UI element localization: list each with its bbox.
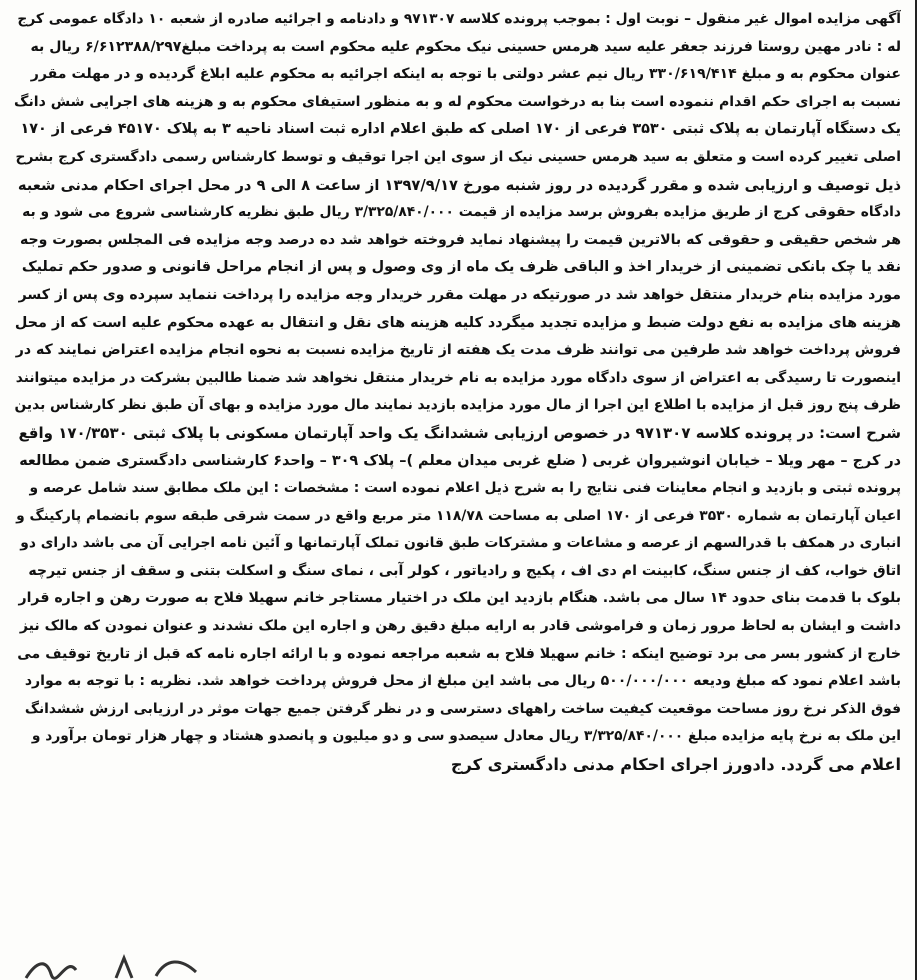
notice-line: دادگاه حقوقی کرج از طریق مزایده بفروش برسد مزایده از قیمت ۳/۳۲۵/۸۴۰/۰۰۰ ریال طبق نظریه کارشناسی شروع می شود و به [22,204,901,221]
notice-line: داشت و ایشان به لحاظ مرور زمان و فراموشی قادر به ارایه مبلغ دقیق رهن و اجاره این ملک نشدند و عنوان نمودن که مالک نیز [19,618,901,635]
notice-line: نقد یا چک بانکی تضمینی از خریدار اخذ و الباقی ظرف یک ماه از وی وصول و پس از انجام مراحل قانونی و صدور حکم تملیک [21,259,901,276]
notice-line: ظرف پنج روز قبل از مزایده با اطلاع این اجرا از مال مورد مزایده بازدید نمایند مال مورد مزایده و بهای آن طبق نظر کارشناس بدین [14,397,901,414]
auction-notice-text [14,6,901,779]
handwritten-signature [6,952,216,980]
notice-line: هر شخص حقیقی و حقوقی که بالاترین قیمت را پیشنهاد نماید فروخته خواهد شد ده درصد وجه مزایده فی المجلس بصورت وجه [19,231,901,248]
notice-line: در کرج – مهر ویلا – خیابان انوشیروان غربی ( ضلع غربی میدان معلم )– پلاک ۳۰۹ – واحد۶ کارشناسی دادگستری ضمن مطالعه [19,452,901,469]
notice-line: له : نادر مهین روستا فرزند جعفر علیه سید هرمس حسینی نیک محکوم علیه محکوم است به پرداخت مبلغ۶/۶۱۲۳۸۸/۲۹۷ ریال به [30,38,901,55]
notice-line: اعلام می گردد. دادورز اجرای احکام مدنی دادگستری کرج [450,755,901,775]
notice-line: پرونده ثبتی و بازدید و انجام معاینات فنی نتایج را به شرح ذیل اعلام نموده است : مشخصات : این ملک مطابق سند شامل عرصه و [29,480,901,497]
notice-line: ذیل توصیف و ارزیابی شده و مقرر گردیده در روز شنبه مورخ ۱۳۹۷/۹/۱۷ از ساعت ۸ الی ۹ در محل اجرای احکام مدنی شعبه [17,176,901,194]
notice-line: خارج از کشور بسر می برد توضیح اینکه : خانم سهیلا فلاح به شعبه مراجعه نموده و با ارائه اجاره نامه که قبل از تاریخ توقیف می [17,645,901,662]
notice-line: بلوک با قدمت بنای حدود ۱۴ سال می باشد. هنگام بازدید این ملک در اختیار مستاجر خانم سهیلا فلاح به صورت رهن و اجاره قرار [18,590,901,607]
notice-line: فوق الذکر نرخ روز مساحت موقعیت کیفیت ساخت راههای دسترسی و در نظر گرفتن جمیع جهات موثر در ارزیابی ارزش ششدانگ [24,700,901,717]
notice-line: مورد مزایده بنام خریدار منتقل خواهد شد در صورتیکه در مهلت مقرر خریدار وجه مزایده را پرداخت ننماید سپرده وی پس از کسر [18,286,901,303]
notice-line: عنوان محکوم به و مبلغ ۳۳۰/۶۱۹/۴۱۴ ریال نیم عشر دولتی با توجه به اینکه اجرائیه به محکوم علیه ابلاغ گردیده و در مهلت مقرر [30,66,901,83]
notice-line: شرح است: در پرونده کلاسه ۹۷۱۳۰۷ در خصوص ارزیابی ششدانگ یک واحد آپارتمان مسکونی با پلاک ثبتی ۱۷۰/۳۵۳۰ واقع [18,423,901,442]
notice-line: فروش پرداخت خواهد شد طرفین می توانند ظرف مدت یک هفته از تاریخ مزایده نسبت به نحوه انجام مزایده اعتراض نمایند که در [15,342,901,359]
notice-line: اینصورت تا رسیدگی به اعتراض از سوی دادگاه مورد مزایده به نام خریدار منتقل نخواهد شد ضمنا طالبین بشرکت در مزایده میتوانند [15,369,901,386]
notice-line: اعیان آپارتمان به شماره ۳۵۳۰ فرعی از ۱۷۰ اصلی به مساحت ۱۱۸/۷۸ متر مربع واقع در سمت شرقی طبقه سوم بانضمام پارکینگ و [16,507,901,524]
notice-line: یک دستگاه آپارتمان به پلاک ثبتی ۳۵۳۰ فرعی از ۱۷۰ اصلی که طبق اعلام اداره ثبت اسناد ناحیه ۳ به پلاک ۴۵۱۷۰ فرعی از ۱۷۰ [20,121,901,138]
notice-line: نسبت به اجرای حکم اقدام ننموده است بنا به درخواست محکوم له و به منظور استیفای محکوم به و هزینه های اجرایی شش دانگ [14,93,901,110]
notice-line: انباری در همکف با قدرالسهم از عرصه و مشاعات و مشترکات طبق قانون تملک آپارتمانها و آئین نامه اجرایی آن می باشد دارای دو [20,535,901,552]
notice-line: آگهی مزایده اموال غیر منقول – نوبت اول : بموجب پرونده کلاسه ۹۷۱۳۰۷ و دادنامه و اجرائیه صادره از شعبه ۱۰ دادگاه عمومی کرج [17,11,901,27]
notice-line: باشد اعلام نمود که مبلغ ودیعه ۵۰۰/۰۰۰/۰۰۰ ریال می باشد این مبلغ از محل فروش پرداخت خواهد شد. نظریه : با توجه به موارد [24,673,901,690]
notice-line: اصلی تغییر کرده است و متعلق به سید هرمس حسینی نیک از سوی این اجرا توقیف و توسط کارشناس رسمی دادگستری کرج بشرح [15,148,901,165]
notice-line: هزینه های مزایده به نفع دولت ضبط و مزایده تجدید میگردد کلیه هزینه های نقل و انتقال به عهده محکوم علیه است که از محل [14,314,901,331]
notice-line: اتاق خواب، کف از جنس سنگ، کابینت ام دی اف ، پکیج و رادیاتور ، کولر آبی ، نمای سنگ و اسکلت بتنی و سقف از جنس تیرچه [28,562,901,579]
notice-line: این ملک به نرخ پایه مزایده مبلغ ۳/۳۲۵/۸۴۰/۰۰۰ ریال معادل سیصدو سی و دو میلیون و پانصدو هشتاد و چهار هزار تومان برآورد و [31,728,901,745]
